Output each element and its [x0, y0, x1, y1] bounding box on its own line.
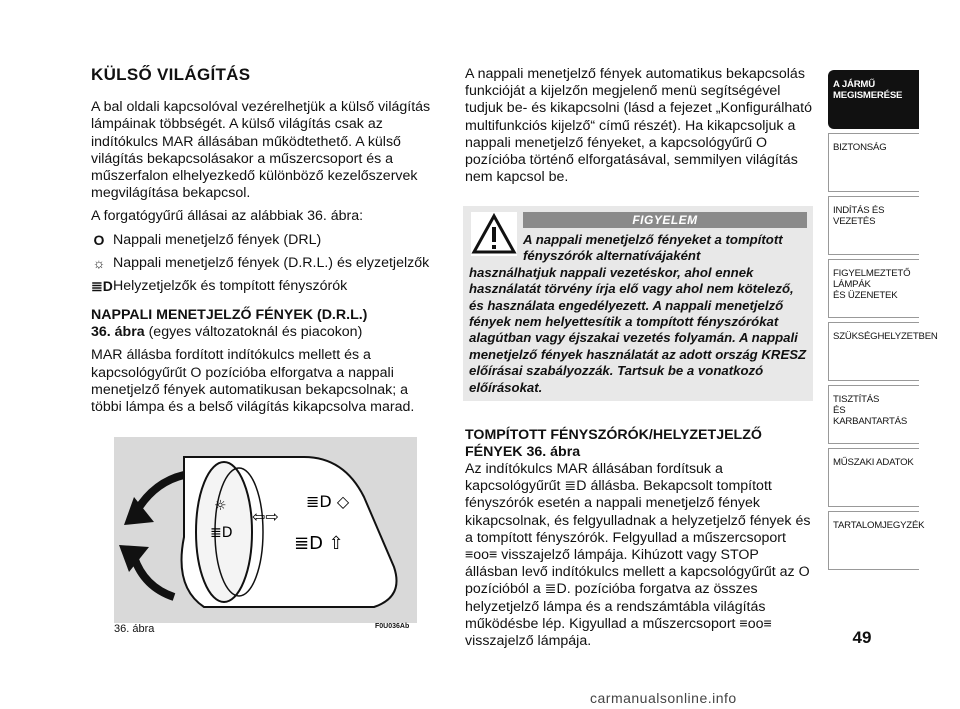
drl-sub-figure: 36. ábra — [91, 324, 145, 341]
intro-paragraph: A bal oldali kapcsolóval vezérelhetjük a külső világítás lámpáinak többségét. A külső világítás csak az indítókulcs MAR állásában működtethető. A külső világítás bekapcsolásakor a műszercsoport és a műszerfalon elhelyezkedő különböző kezelőszervek megvilágítása bekapcsol. — [91, 99, 431, 202]
tab-label: INDÍTÁS ÉS VEZETÉS — [833, 205, 885, 227]
warning-text-first: A nappali menetjelző fényeket a tompított fényszórók alternatívájaként — [523, 232, 783, 264]
right-column — [465, 66, 815, 192]
low-beam-paragraph: Az indítókulcs MAR állásában fordítsuk a kapcsológyűrűt ≣D állásba. Bekapcsolt tompított fényszórók esetén a nappali menetjelző fények kikapcsolnak, és felgyulladnak a helyzetjelző fények és a tompított fényszórók. Felgyullad a műszercsoport ≡oo≡ visszajelző lámpája. Kihúzott vagy STOP állásban levő indítókulcs mellett a kapcsológyűrűt az O pozícióból a ≣D. pozícióba forgatva az összes helyzetjelző lámpa és a rendszámtábla világítás működésbe lép. Kigyullad a műszercsoport ≡oo≡ visszajelző lámpája. — [465, 461, 811, 650]
warning-text-rest: használhatjuk nappali vezetéskor, ahol ennek használatát törvény írja elő vagy ahol nem kötelező, és használata engedélyezett. A nappali menetjelző fények nem helyettesítik a tompított fényszórókat alagútban vagy éjszakai vezetés folyamán. A nappali menetjelző fények használatát az adott ország KRESZ előírásai szabályozzák. Tartsuk be a vonatkozó előírásokat. — [469, 264, 807, 395]
warning-title: FIGYELEM — [523, 212, 807, 228]
tab-label: ÉS KARBANTARTÁS — [833, 405, 908, 427]
low-beam-heading-figure: 36. ábra — [526, 444, 581, 460]
position-label: Nappali menetjelző fények (DRL) — [113, 231, 322, 248]
tab-label: BIZTONSÁG — [833, 142, 887, 153]
drl-subheading — [91, 324, 436, 341]
tab-maintenance[interactable] — [828, 385, 919, 444]
low-beam-symbol-icon: ≣D — [91, 278, 113, 295]
drl-paragraph: MAR állásba fordított indítókulcs mellett és a kapcsológyűrűt O pozícióba elforgatva a nappali menetjelző fények automatikusan bekapcsolnak; a többi lámpa és a belső világítás kikapcsolva marad. — [91, 347, 415, 416]
low-beam-heading-text: TOMPÍTOTT FÉNYSZÓRÓK/HELYZETJELZŐ FÉNYEK — [465, 427, 762, 460]
tab-label: A JÁRMŰ — [833, 79, 875, 90]
tab-label: FIGYELMEZTETŐ — [833, 268, 911, 279]
svg-text:☼: ☼ — [214, 498, 227, 514]
tab-label: TISZTÍTÁS — [833, 394, 880, 405]
svg-text:≣D: ≣D — [210, 525, 233, 541]
tab-safety[interactable] — [828, 133, 919, 192]
tab-technical-data[interactable] — [828, 448, 919, 507]
svg-text:≣D ◇: ≣D ◇ — [306, 492, 350, 511]
drl-heading: NAPPALI MENETJELZŐ FÉNYEK (D.R.L.) — [91, 307, 368, 324]
position-item — [91, 255, 436, 272]
tab-label: MEGISMERÉSE — [833, 90, 903, 101]
tab-emergency[interactable] — [828, 322, 938, 381]
tab-label: ÉS ÜZENETEK — [833, 290, 898, 301]
sun-symbol-icon: ☼ — [92, 254, 106, 271]
lever-illustration — [114, 437, 417, 623]
position-label: Helyzetjelzők és tompított fényszórók — [113, 278, 348, 295]
section-heading: KÜLSŐ VILÁGÍTÁS — [91, 65, 251, 84]
drl-sub-rest: (egyes változatoknál és piacokon) — [144, 324, 363, 341]
positions-intro: A forgatógyűrű állásai az alábbiak 36. ábra: — [91, 208, 364, 225]
position-item — [91, 232, 436, 249]
tab-vehicle[interactable] — [828, 70, 919, 129]
tab-label: SZÜKSÉGHELYZETBEN — [833, 331, 938, 342]
tab-label: MŰSZAKI ADATOK — [833, 457, 914, 468]
tab-label: TARTALOMJEGYZÉK — [833, 520, 925, 531]
page-number: 49 — [852, 628, 872, 647]
low-beam-section — [465, 427, 815, 656]
figure-caption: 36. ábra — [114, 623, 155, 635]
tab-starting-driving[interactable] — [828, 196, 919, 255]
tab-index[interactable] — [828, 511, 925, 570]
tab-label: LÁMPÁK — [833, 279, 871, 290]
tab-warning-lights[interactable] — [828, 259, 919, 318]
warning-text — [469, 232, 809, 396]
warning-box — [463, 206, 813, 401]
drl-symbol-icon: O — [93, 231, 105, 248]
figure-code: F0U036Ab — [375, 623, 410, 630]
svg-text:⇦⇨: ⇦⇨ — [252, 507, 279, 526]
chapter-tabs — [828, 70, 938, 574]
figure-36 — [114, 437, 417, 623]
position-label: Nappali menetjelző fények (D.R.L.) és elyzetjelzők — [113, 254, 430, 271]
low-beam-heading — [465, 427, 815, 461]
right-top-paragraph: A nappali menetjelző fények automatikus bekapcsolás funkcióját a kijelzőn megjelenő menü segítségével tudjuk be- és kikapcsolni (lásd a fejezet „Konfigurálható multifunkciós kijelző“ című részét). Ha kikapcsoljuk a nappali menetjelző fényeket, a kapcsológyűrű O pozícióba történő elforgatásával, semmilyen világítás nem kapcsol be. — [465, 66, 812, 186]
watermark: carmanualsonline.info — [590, 690, 737, 706]
left-column — [91, 66, 436, 422]
svg-text:≣D ⇧: ≣D ⇧ — [294, 533, 344, 554]
position-item — [91, 278, 436, 295]
